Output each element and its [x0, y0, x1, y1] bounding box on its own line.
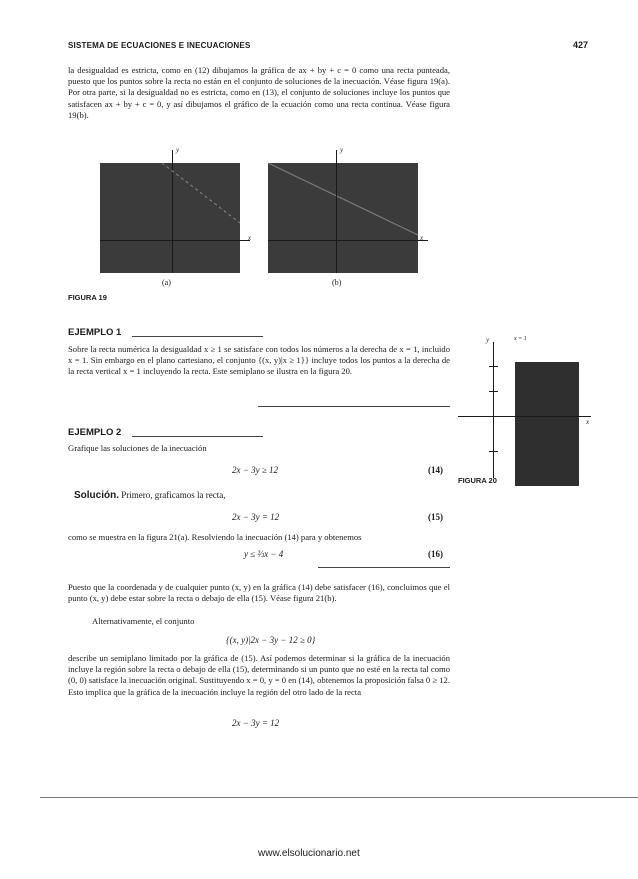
figure-20-caption: FIGURA 20: [458, 476, 497, 485]
equation-14: 2x − 3y ≥ 12: [232, 465, 279, 475]
figure-19a: [100, 148, 260, 273]
equation-16-number: (16): [428, 549, 443, 559]
x-axis: [458, 416, 591, 417]
equation-15-number: (15): [428, 512, 443, 522]
intro-paragraph: la desigualdad es estricta, como en (12) dibujamos la gráfica de ax + by + c = 0 como una recta punteada, puesto que los puntos sobre la recta no están en el conjunto de soluciones de la inecuación. Véase figura 19(a). Por otra parte, si la desigualdad no es estricta, como en (13), el conjunto de soluciones incluye los puntos que satisfacen ax + by + c = 0, y así dibujamos el gráfico de la ecuación como una recta continua. Véase figura 19(b).: [68, 65, 450, 120]
figure-19-caption: FIGURA 19: [68, 293, 107, 302]
dashed-boundary-line: [100, 163, 240, 273]
equation-16: y ≤ ⅔x − 4: [244, 549, 284, 559]
x-axis-label: x: [420, 234, 424, 242]
x-axis-label: x: [248, 234, 252, 242]
text-after-15: como se muestra en la figura 21(a). Resolviendo la inecuación (14) para y obtenemos: [68, 532, 362, 542]
closing-paragraph-2: describe un semiplano limitado por la gráfica de (15). Así podemos determinar si la gráfica de la inecuación incluye la región sobre la recta o debajo de ella (15), determinando si un punto que no esté en la recta tal como (0, 0) satisface la inecuación original. Sustituyendo x = 0, y = 0 en (14), obtenemos la proposición falsa 0 ≥ 12. Esto implica que la gráfica de la inecuación incluye la región del otro lado de la recta: [68, 653, 450, 697]
line-label: x = 1: [514, 336, 527, 342]
equation-14-number: (14): [428, 465, 443, 475]
solucion-text: Primero, graficamos la recta,: [121, 490, 226, 500]
y-axis-label: y: [176, 146, 180, 154]
separator-rule: [258, 406, 450, 407]
equation-15: 2x − 3y = 12: [232, 512, 280, 522]
solucion-label: Solución.: [74, 490, 119, 501]
x-axis: [268, 240, 428, 241]
figure-19a-label: (a): [162, 278, 171, 287]
set-equation: {(x, y)|2x − 3y − 12 ≥ 0}: [226, 635, 316, 645]
running-title: SISTEMA DE ECUACIONES E INECUACIONES: [68, 41, 251, 50]
figure-20: [458, 336, 598, 486]
separator-rule: [318, 567, 450, 568]
title-rule: [132, 336, 263, 337]
tick: [489, 366, 498, 367]
y-axis: [336, 150, 337, 273]
y-axis: [493, 342, 494, 478]
figure-19b: [268, 148, 433, 273]
final-equation: 2x − 3y = 12: [232, 718, 280, 728]
ejemplo-2-title: EJEMPLO 2: [68, 427, 122, 438]
bottom-rule: [40, 797, 638, 798]
page-number: 427: [572, 40, 588, 50]
y-axis-label: y: [486, 336, 490, 344]
x-axis-label: x: [586, 418, 590, 426]
y-axis-label: y: [340, 146, 344, 154]
title-rule: [132, 436, 263, 437]
ejemplo-1-title: EJEMPLO 1: [68, 327, 122, 338]
alternative-line: Alternativamente, el conjunto: [92, 616, 195, 626]
shaded-half-plane: [515, 362, 579, 486]
tick: [489, 451, 498, 452]
closing-paragraph-1: Puesto que la coordenada y de cualquier punto (x, y) en la gráfica (14) debe satisfacer (16), concluimos que el punto (x, y) debe estar sobre la recta o debajo de ella (15). Véase figura 21(b).: [68, 582, 450, 604]
tick: [489, 391, 498, 392]
solucion-line: [74, 490, 225, 501]
ejemplo-2-prompt: Grafique las soluciones de la inecuación: [68, 443, 207, 453]
figure-19b-label: (b): [332, 278, 342, 287]
solid-boundary-line: [268, 163, 418, 273]
page-header: [68, 41, 588, 55]
footer-url[interactable]: www.elsolucionario.net: [258, 848, 360, 859]
ejemplo-1-text: Sobre la recta numérica la desigualdad x ≥ 1 se satisface con todos los números a la derecha de x = 1, incluido x = 1. Sin embargo en el plano cartesiano, el conjunto {(x, y)|x ≥ 1}} incluye todos los puntos a la derecha de la recta vertical x = 1 incluyendo la recta. Este semiplano se ilustra en la figura 20.: [68, 344, 450, 377]
